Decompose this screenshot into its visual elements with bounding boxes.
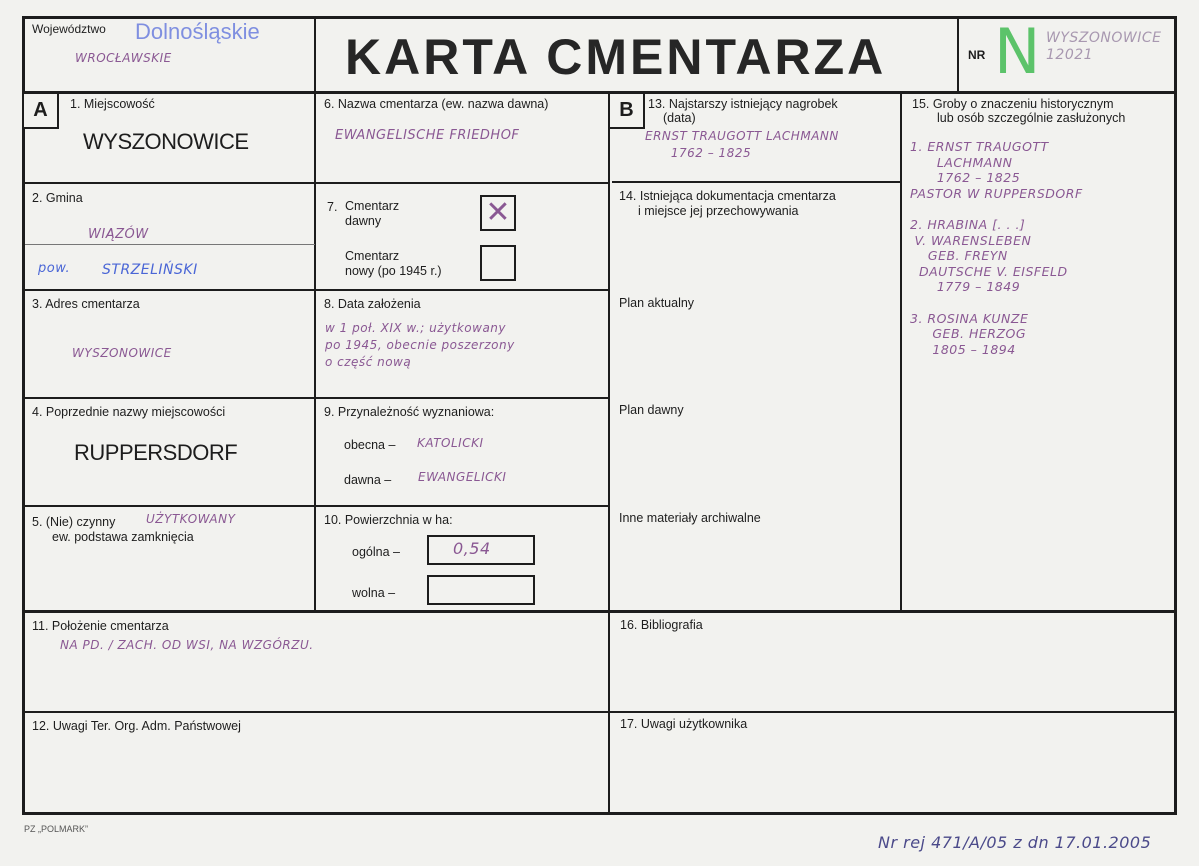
section-b-marker: B bbox=[608, 92, 645, 129]
registry-note: Nr rej 471/A/05 z dn 17.01.2005 bbox=[878, 833, 1152, 852]
card-title: KARTA CMENTARZA bbox=[345, 29, 887, 85]
total-area-value: 0,54 bbox=[453, 539, 491, 558]
field-8-label: 8. Data założenia bbox=[324, 297, 421, 311]
field-6-value: EWANGELISCHE FRIEDHOF bbox=[335, 128, 520, 143]
divider bbox=[22, 289, 609, 291]
field-7-new-label: Cmentarz bbox=[345, 249, 400, 263]
frame-right bbox=[1174, 16, 1177, 815]
frame-left bbox=[22, 16, 25, 815]
field-5-label-2: ew. podstawa zamknięcia bbox=[52, 530, 194, 544]
field-9-former-label: dawna – bbox=[344, 473, 392, 487]
field-2-label: 2. Gmina bbox=[32, 191, 83, 205]
divider bbox=[957, 16, 959, 92]
wojewodztwo-value: WROCŁAWSKIE bbox=[75, 51, 172, 65]
field-2-value: WIĄZÓW bbox=[88, 227, 149, 242]
field-2-pow-prefix: pow. bbox=[38, 261, 71, 276]
field-12-label: 12. Uwagi Ter. Org. Adm. Państwowej bbox=[32, 719, 241, 733]
plan-former-label: Plan dawny bbox=[619, 403, 684, 417]
field-13-value: ERNST TRAUGOTT LACHMANN 1762 – 1825 bbox=[645, 129, 839, 160]
divider bbox=[314, 16, 316, 612]
divider bbox=[22, 91, 1177, 94]
plan-current-label: Plan aktualny bbox=[619, 296, 695, 310]
old-cemetery-checkbox[interactable] bbox=[480, 195, 516, 231]
field-7-label: 7. bbox=[327, 200, 338, 214]
field-15-value: 1. ERNST TRAUGOTT LACHMANN 1762 – 1825 PASTOR W RUPPERSDORF 2. HRABINA [. . .] V. WARENSLEBEN GEB. FREYN DAUTSCHE V. EISFELD 1779 – 1849 3. ROSINA KUNZE GEB. HERZOG 1805 – 1894 bbox=[910, 139, 1083, 357]
wojewodztwo-stamp: Dolnośląskie bbox=[135, 19, 260, 44]
nr-label: NR bbox=[968, 48, 986, 62]
divider bbox=[608, 92, 610, 814]
field-10-label: 10. Powierzchnia w ha: bbox=[324, 513, 453, 527]
field-3-value: WYSZONOWICE bbox=[72, 346, 172, 360]
field-10-total-label: ogólna – bbox=[352, 545, 400, 559]
printer-imprint: PZ „POLMARK” bbox=[24, 824, 89, 834]
field-13-label-2: (data) bbox=[663, 111, 696, 125]
field-9-former-value: EWANGELICKI bbox=[418, 470, 507, 484]
field-11-value: NA PD. / ZACH. OD WSI, NA WZGÓRZU. bbox=[60, 638, 314, 652]
field-5-value: UŻYTKOWANY bbox=[146, 512, 236, 526]
divider bbox=[900, 92, 902, 612]
gmina-subline bbox=[25, 244, 315, 245]
divider bbox=[22, 397, 609, 399]
field-16-label: 16. Bibliografia bbox=[620, 618, 703, 632]
divider bbox=[22, 610, 1177, 613]
field-14-label: 14. Istniejąca dokumentacja cmentarza bbox=[619, 189, 836, 203]
section-a-marker: A bbox=[22, 92, 59, 129]
field-6-label: 6. Nazwa cmentarza (ew. nazwa dawna) bbox=[324, 97, 549, 111]
divider bbox=[22, 711, 1177, 713]
field-17-label: 17. Uwagi użytkownika bbox=[620, 717, 748, 731]
field-1-label: 1. Miejscowość bbox=[70, 97, 155, 111]
field-5-label: 5. (Nie) czynny bbox=[32, 515, 116, 529]
nr-value: WYSZONOWICE 12021 bbox=[1046, 30, 1162, 63]
check-x-icon: ✕ bbox=[485, 196, 511, 229]
divider bbox=[22, 182, 609, 184]
field-8-value: w 1 poł. XIX w.; użytkowany po 1945, obecnie poszerzony o część nową bbox=[325, 321, 515, 369]
free-area-field[interactable] bbox=[427, 575, 535, 605]
field-14-label-2: i miejsce jej przechowywania bbox=[638, 204, 799, 218]
divider bbox=[22, 505, 609, 507]
total-area-field[interactable] bbox=[427, 535, 535, 565]
nr-mark-green: N bbox=[994, 15, 1041, 88]
field-7-old-label: Cmentarz bbox=[345, 199, 400, 213]
field-4-label: 4. Poprzednie nazwy miejscowości bbox=[32, 405, 226, 419]
wojewodztwo-label: Województwo bbox=[32, 22, 106, 36]
field-3-label: 3. Adres cmentarza bbox=[32, 297, 140, 311]
frame-bottom bbox=[22, 812, 1177, 815]
field-2-pow-value: STRZELIŃSKI bbox=[102, 262, 198, 278]
field-11-label: 11. Położenie cmentarza bbox=[32, 619, 169, 633]
other-archives-label: Inne materiały archiwalne bbox=[619, 511, 761, 525]
field-15-label: 15. Groby o znaczeniu historycznym bbox=[912, 97, 1114, 111]
field-9-current-value: KATOLICKI bbox=[417, 436, 484, 450]
divider bbox=[612, 181, 901, 183]
field-10-free-label: wolna – bbox=[352, 586, 396, 600]
field-7-old-label-2: dawny bbox=[345, 214, 382, 228]
field-7-new-label-2: nowy (po 1945 r.) bbox=[345, 264, 442, 278]
field-9-current-label: obecna – bbox=[344, 438, 396, 452]
field-1-value: WYSZONOWICE bbox=[83, 129, 249, 154]
field-4-value: RUPPERSDORF bbox=[74, 440, 238, 465]
field-15-label-2: lub osób szczególnie zasłużonych bbox=[937, 111, 1126, 125]
field-13-label: 13. Najstarszy istniejący nagrobek bbox=[648, 97, 838, 111]
field-9-label: 9. Przynależność wyznaniowa: bbox=[324, 405, 495, 419]
new-cemetery-checkbox[interactable] bbox=[480, 245, 516, 281]
